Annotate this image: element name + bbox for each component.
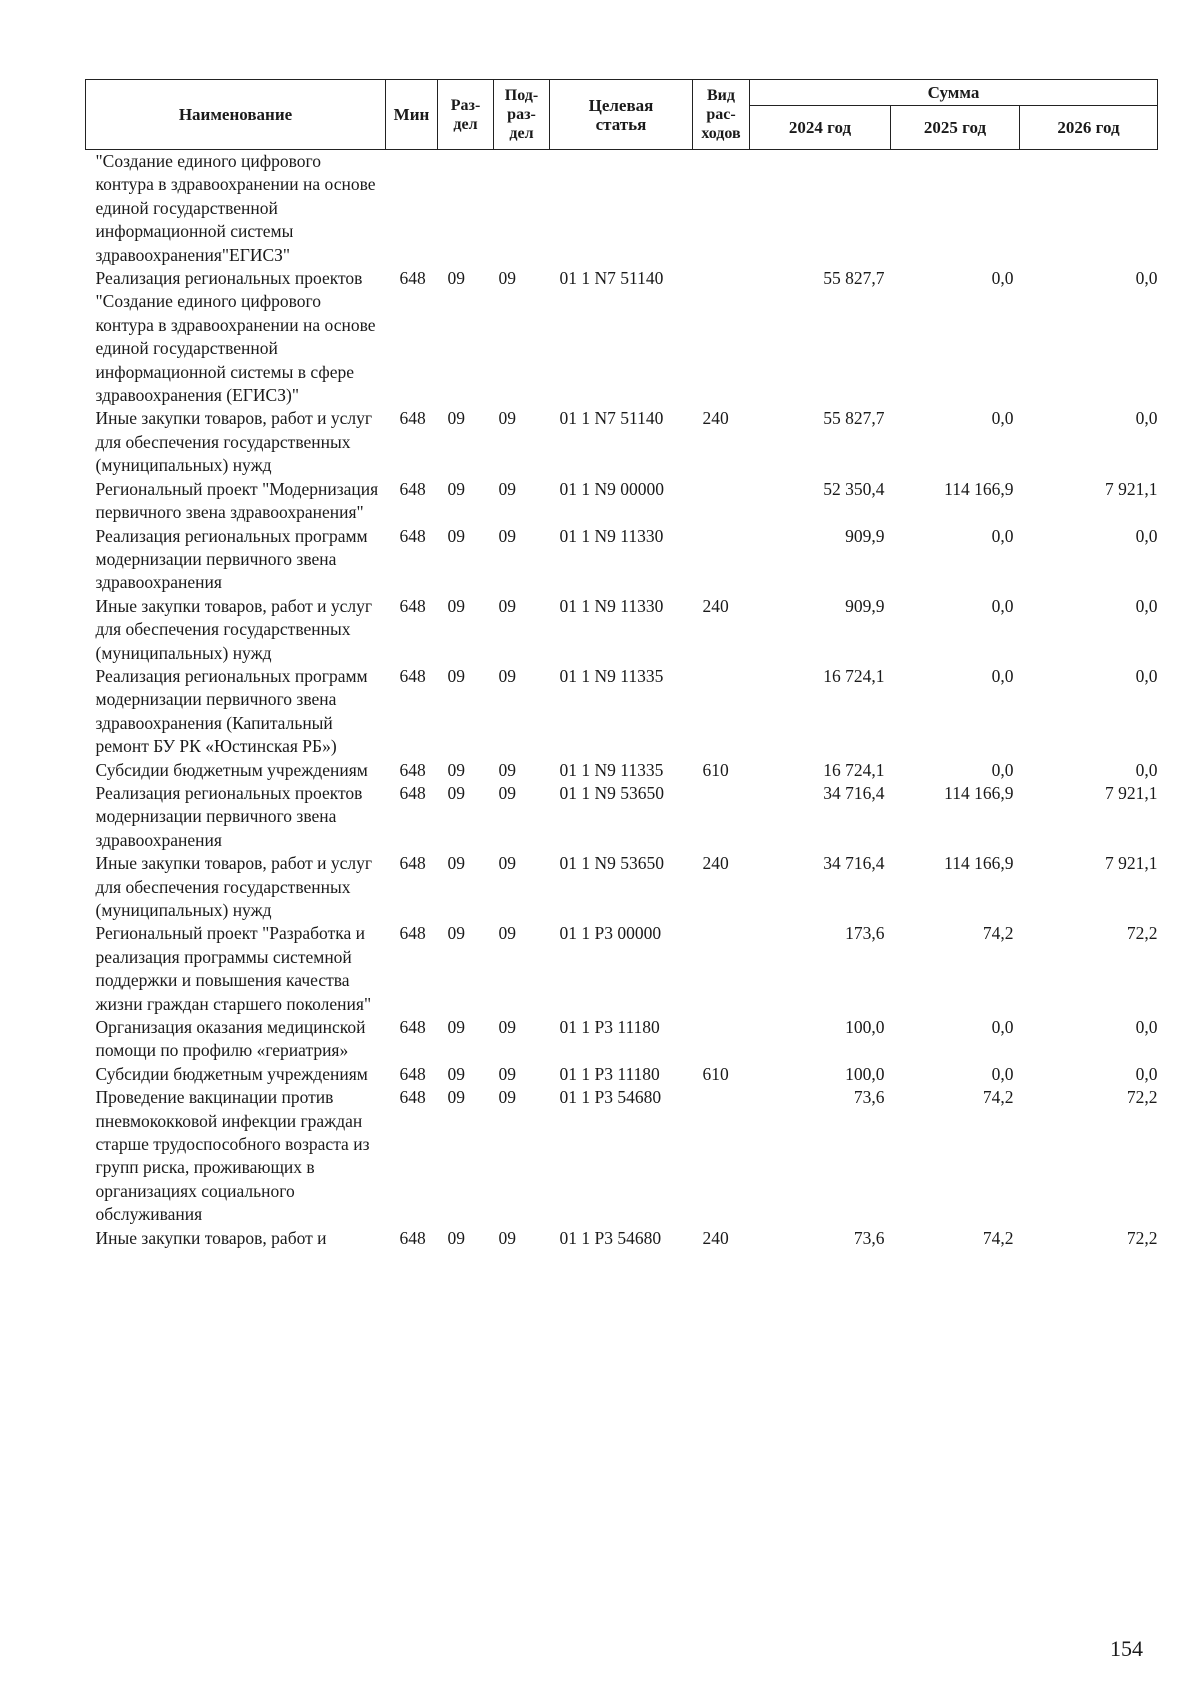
cell-vid [693,1016,750,1063]
cell-2026: 72,2 [1126,923,1158,944]
cell-min: 648 [399,923,426,944]
header-min: Мин [386,80,438,150]
cell-podrazdel: 09 [498,782,516,803]
cell-podrazdel: 09 [498,923,516,944]
cell-razdel: 09 [447,478,465,499]
cell-2024: 55 827,7 [823,408,885,429]
table-row [86,782,1158,852]
cell-2025: 114 166,9 [944,782,1014,803]
cell-vid [693,665,750,759]
cell-2026: 0,0 [1135,595,1158,616]
cell-celevaya: 01 1 N7 51140 [559,408,664,429]
cell-name: Субсидии бюджетным учреждениям [95,759,368,780]
cell-min: 648 [399,1227,426,1248]
cell-razdel [438,150,494,268]
cell-2026: 72,2 [1126,1227,1158,1248]
cell-celevaya: 01 1 P3 54680 [559,1087,662,1108]
cell-name: Реализация региональных проектов модернизации первичного звена здравоохранения [95,782,363,850]
cell-vid [693,150,750,268]
cell-min: 648 [399,782,426,803]
cell-2024: 55 827,7 [823,268,885,289]
table-row [86,1016,1158,1063]
cell-2025: 114 166,9 [944,478,1014,499]
cell-2024: 73,6 [853,1227,885,1248]
cell-razdel: 09 [447,923,465,944]
cell-razdel: 09 [447,782,465,803]
table-row [86,759,1158,782]
cell-min: 648 [399,408,426,429]
cell-2024: 16 724,1 [823,665,885,686]
cell-2026: 0,0 [1135,408,1158,429]
cell-vid: 240 [702,1227,729,1248]
table-row [86,665,1158,759]
cell-name: Проведение вакцинации против пневмококковой инфекции граждан старше трудоспособного возраста из групп риска, проживающих в организациях социального обслуживания [95,1087,370,1225]
cell-name: Организация оказания медицинской помощи по профилю «гериатрия» [95,1017,366,1061]
cell-celevaya: 01 1 P3 54680 [559,1227,662,1248]
table-body [86,150,1158,1251]
cell-vid: 240 [702,595,729,616]
header-y2024: 2024 год [750,106,891,150]
cell-2026: 7 921,1 [1105,478,1158,499]
cell-2025: 74,2 [982,1227,1014,1248]
cell-name: Субсидии бюджетным учреждениям [95,1063,368,1084]
cell-2025: 0,0 [991,1017,1014,1038]
table-row [86,595,1158,665]
header-razdel-text: Раз- дел [450,96,481,133]
cell-min: 648 [399,478,426,499]
cell-2025: 0,0 [991,595,1014,616]
cell-min: 648 [399,595,426,616]
cell-min: 648 [399,1087,426,1108]
cell-min: 648 [399,665,426,686]
table-row [86,852,1158,922]
cell-2024: 100,0 [845,1063,885,1084]
cell-2024: 173,6 [845,923,885,944]
cell-2025: 114 166,9 [944,853,1014,874]
cell-podrazdel: 09 [498,759,516,780]
cell-celevaya: 01 1 N9 53650 [559,853,665,874]
cell-2024: 34 716,4 [823,782,885,803]
header-name: Наименование [86,80,386,150]
cell-podrazdel: 09 [498,1227,516,1248]
table-row [86,922,1158,1016]
cell-2024: 52 350,4 [823,478,885,499]
cell-vid [693,525,750,595]
cell-celevaya: 01 1 N7 51140 [559,268,664,289]
cell-2026: 72,2 [1126,1087,1158,1108]
cell-name: Реализация региональных программ модернизации первичного звена здравоохранения [95,525,368,593]
cell-2026: 7 921,1 [1105,782,1158,803]
cell-razdel: 09 [447,665,465,686]
cell-2026: 0,0 [1135,525,1158,546]
cell-2026: 0,0 [1135,268,1158,289]
table-row [86,407,1158,477]
cell-razdel: 09 [447,525,465,546]
header-vid-text: Вид рас- ходов [701,87,741,142]
cell-podrazdel: 09 [498,595,516,616]
cell-razdel: 09 [447,1227,465,1248]
cell-2025: 0,0 [991,525,1014,546]
cell-2024: 909,9 [845,595,885,616]
cell-celevaya: 01 1 P3 00000 [559,923,662,944]
cell-razdel: 09 [447,1063,465,1084]
cell-2024 [750,150,891,268]
header-celevaya [550,80,693,150]
cell-2024: 100,0 [845,1017,885,1038]
cell-podrazdel [494,150,550,268]
header-y2025: 2025 год [891,106,1020,150]
cell-podrazdel: 09 [498,1063,516,1084]
cell-podrazdel: 09 [498,268,516,289]
header-podrazdel [494,80,550,150]
cell-2026 [1020,150,1158,268]
cell-2025: 0,0 [991,268,1014,289]
cell-podrazdel: 09 [498,665,516,686]
cell-vid [693,1086,750,1226]
cell-vid [693,922,750,1016]
table-row [86,1063,1158,1086]
table-row [86,478,1158,525]
table-header [86,80,1158,150]
cell-name: Иные закупки товаров, работ и услуг для обеспечения государственных (муниципальных) нужд [95,408,373,476]
page-number: 154 [1110,1636,1143,1661]
cell-podrazdel: 09 [498,1087,516,1108]
header-razdel [438,80,494,150]
cell-podrazdel: 09 [498,853,516,874]
header-summa: Сумма [750,80,1158,106]
cell-celevaya: 01 1 P3 11180 [559,1063,660,1084]
cell-razdel: 09 [447,853,465,874]
cell-celevaya [550,150,693,268]
cell-celevaya: 01 1 N9 11330 [559,595,664,616]
cell-name: "Создание единого цифрового контура в здравоохранении на основе единой государственной информационной системы здравоохранения"ЕГИСЗ" [95,151,376,265]
cell-2024: 73,6 [853,1087,885,1108]
cell-2026: 0,0 [1135,665,1158,686]
table-row [86,267,1158,407]
cell-vid: 240 [702,853,729,874]
header-podrazdel-text: Под- раз- дел [504,87,539,142]
cell-vid [693,478,750,525]
cell-min: 648 [399,525,426,546]
cell-vid [693,267,750,407]
cell-name: Региональный проект "Разработка и реализация программы системной поддержки и повышения качества жизни граждан старшего поколения" [95,923,372,1014]
cell-name: Иные закупки товаров, работ и услуг для обеспечения государственных (муниципальных) нужд [95,595,373,663]
cell-2025: 74,2 [982,1087,1014,1108]
cell-celevaya: 01 1 N9 11330 [559,525,664,546]
cell-razdel: 09 [447,408,465,429]
cell-min [386,150,438,268]
cell-podrazdel: 09 [498,525,516,546]
cell-min: 648 [399,853,426,874]
cell-2024: 16 724,1 [823,759,885,780]
table-row [86,525,1158,595]
cell-celevaya: 01 1 N9 53650 [559,782,665,803]
cell-vid: 240 [702,408,729,429]
table-row [86,1086,1158,1226]
cell-2026: 7 921,1 [1105,853,1158,874]
header-vid [693,80,750,150]
cell-min: 648 [399,759,426,780]
cell-min: 648 [399,1017,426,1038]
header-celevaya-text: Целевая статья [588,95,654,134]
cell-razdel: 09 [447,268,465,289]
cell-podrazdel: 09 [498,408,516,429]
header-y2026: 2026 год [1020,106,1158,150]
cell-name: Иные закупки товаров, работ и услуг для обеспечения государственных (муниципальных) нужд [95,853,373,920]
cell-2026: 0,0 [1135,759,1158,780]
cell-2026: 0,0 [1135,1063,1158,1084]
cell-celevaya: 01 1 P3 11180 [559,1017,660,1038]
cell-podrazdel: 09 [498,478,516,499]
cell-2025: 0,0 [991,1063,1014,1084]
table-row [86,150,1158,268]
cell-podrazdel: 09 [498,1017,516,1038]
cell-name: Реализация региональных проектов "Создание единого цифрового контура в здравоохранении на основе единой государственной информационной системы в сфере здравоохранения (ЕГИСЗ)" [95,268,376,406]
cell-celevaya: 01 1 N9 00000 [559,478,665,499]
cell-celevaya: 01 1 N9 11335 [559,665,664,686]
cell-vid: 610 [702,1063,729,1084]
table-row [86,1227,1158,1250]
cell-name: Региональный проект "Модернизация первичного звена здравоохранения" [95,478,379,523]
budget-table [85,79,1158,1250]
cell-name: Реализация региональных программ модернизации первичного звена здравоохранения (Капитальный ремонт БУ РК «Юстинская РБ») [95,665,368,757]
cell-razdel: 09 [447,1017,465,1038]
cell-2024: 909,9 [845,525,885,546]
cell-2024: 34 716,4 [823,853,885,874]
cell-vid [693,782,750,852]
cell-razdel: 09 [447,1087,465,1108]
cell-name: Иные закупки товаров, работ и [95,1227,327,1248]
cell-celevaya: 01 1 N9 11335 [559,759,664,780]
cell-2025: 0,0 [991,665,1014,686]
cell-2025: 0,0 [991,759,1014,780]
cell-2025: 74,2 [982,923,1014,944]
cell-min: 648 [399,1063,426,1084]
cell-2025 [891,150,1020,268]
cell-min: 648 [399,268,426,289]
cell-razdel: 09 [447,759,465,780]
cell-2025: 0,0 [991,408,1014,429]
cell-razdel: 09 [447,595,465,616]
cell-vid: 610 [702,759,729,780]
cell-2026: 0,0 [1135,1017,1158,1038]
